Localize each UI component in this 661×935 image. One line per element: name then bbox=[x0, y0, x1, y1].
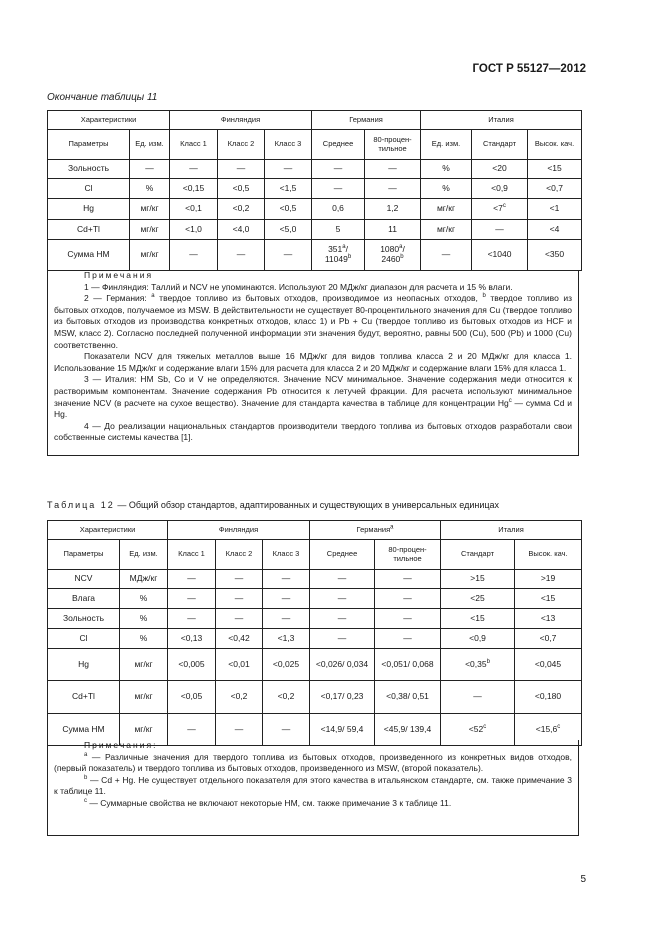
note-text: 3 — Италия: HM Sb, Co и V не определяются. Значение NCV минимальное. Значение содержания меди относится к растворимым компонентам. Значение содержания Pb относится к летучей фракции. Для расчета используют минимальное значение NCV (в расчете на сухое вещество). Значение для стандарта качества в таблице для концентрации Hg bbox=[54, 374, 572, 408]
cell: Сумма НМ bbox=[48, 240, 130, 271]
cell: — bbox=[170, 160, 218, 179]
table11-caption: Окончание таблицы 11 bbox=[47, 92, 158, 103]
cell: <0,17/ 0,23 bbox=[310, 681, 375, 714]
col-header: Стандарт bbox=[441, 540, 515, 570]
cell: — bbox=[265, 240, 312, 271]
table-row bbox=[48, 220, 582, 240]
table12-notes bbox=[47, 740, 579, 836]
cell: — bbox=[472, 220, 528, 240]
cell: <4,0 bbox=[218, 220, 265, 240]
cell: <1040 bbox=[472, 240, 528, 271]
col-header: Ед. изм. bbox=[130, 130, 170, 160]
cell: — bbox=[375, 609, 441, 629]
table-row bbox=[48, 589, 582, 609]
cell: <0,38/ 0,51 bbox=[375, 681, 441, 714]
footnote-mark: c bbox=[84, 798, 87, 805]
col-header: Ед. изм. bbox=[120, 540, 168, 570]
cell: — bbox=[170, 240, 218, 271]
cell: <45,9/ 139,4 bbox=[375, 714, 441, 746]
cell: — bbox=[263, 589, 310, 609]
col-header: Высок. кач. bbox=[528, 130, 582, 160]
table-row bbox=[48, 629, 582, 649]
cell: — bbox=[216, 714, 263, 746]
group-characteristics: Характеристики bbox=[48, 111, 170, 130]
cell: Cl bbox=[48, 629, 120, 649]
cell: NCV bbox=[48, 570, 120, 589]
note-c bbox=[54, 798, 572, 810]
cell: — bbox=[168, 609, 216, 629]
col-header: Параметры bbox=[48, 130, 130, 160]
note-text: — сумма Cd и Hg. bbox=[54, 397, 573, 420]
table-row bbox=[48, 160, 582, 179]
cell: — bbox=[312, 179, 365, 199]
cell: <0,9 bbox=[441, 629, 515, 649]
cell: % bbox=[120, 629, 168, 649]
cell bbox=[312, 240, 365, 271]
table-row bbox=[48, 179, 582, 199]
cell: — bbox=[263, 609, 310, 629]
table-row bbox=[48, 681, 582, 714]
table-row bbox=[48, 649, 582, 681]
page-number: 5 bbox=[580, 874, 586, 885]
cell: — bbox=[310, 609, 375, 629]
table11-notes bbox=[47, 270, 579, 456]
col-header: 80-процен-тильное bbox=[365, 130, 421, 160]
cell-value: <52 bbox=[468, 723, 484, 734]
caption-prefix: Таблица 12 bbox=[47, 500, 115, 510]
notes-title: Примечания bbox=[84, 270, 154, 280]
cell: Влага bbox=[48, 589, 120, 609]
cell-value: <0,35 bbox=[465, 658, 487, 669]
cell: <350 bbox=[528, 240, 582, 271]
cell: — bbox=[263, 714, 310, 746]
cell: <0,051/ 0,068 bbox=[375, 649, 441, 681]
footnote-mark: a bbox=[151, 293, 155, 300]
cell: >15 bbox=[441, 570, 515, 589]
cell: — bbox=[218, 240, 265, 271]
cell: <14,9/ 59,4 bbox=[310, 714, 375, 746]
cell: — bbox=[375, 570, 441, 589]
footnote-mark: a bbox=[342, 244, 346, 251]
cell: мг/кг bbox=[120, 681, 168, 714]
footnote-mark: a bbox=[390, 524, 394, 531]
cell: — bbox=[168, 714, 216, 746]
cell: <0,15 bbox=[170, 179, 218, 199]
col-header: Класс 2 bbox=[218, 130, 265, 160]
cell: <0,42 bbox=[216, 629, 263, 649]
note-text: — Суммарные свойства не включают некоторые НМ, см. также примечание 3 к таблице 11. bbox=[87, 797, 452, 808]
cell: % bbox=[421, 160, 472, 179]
col-header: 80-процен-тильное bbox=[375, 540, 441, 570]
note-text: — Cd + Hg. Не существует отдельного показателя для этого качества в итальянском стандарте, см. также примечание 3 к таблице 11. bbox=[54, 774, 572, 797]
footnote-mark: a bbox=[399, 244, 403, 251]
cell: мг/кг bbox=[130, 240, 170, 271]
cell: <0,2 bbox=[216, 681, 263, 714]
col-header: Ед. изм. bbox=[421, 130, 472, 160]
table-row bbox=[48, 570, 582, 589]
group-germany bbox=[310, 521, 441, 540]
cell bbox=[441, 649, 515, 681]
cell: <0,1 bbox=[170, 199, 218, 220]
table12-caption bbox=[47, 500, 499, 510]
cell: МДж/кг bbox=[120, 570, 168, 589]
cell: — bbox=[310, 629, 375, 649]
cell: 11 bbox=[365, 220, 421, 240]
group-label: Германия bbox=[356, 524, 391, 534]
note-text: твердое топливо из бытовых отходов, получаемое из MSW. В действительности не существует 80-процентильного значения для Cu (твердое топливо из бытовых отходов из производства конкретных отходов, класс 1) и Pb + Cu (твердое топливо из бытовых отходов из HCF и MSW, класс 2). Согласно последней полученной информации эти значения будут, вероятно, равны 500 (Cu), 500 (Pb) и 1000 (Cu) соответственно. bbox=[54, 293, 572, 350]
cell: Cd+Tl bbox=[48, 220, 130, 240]
note-b bbox=[54, 775, 572, 798]
note-4: 4 — До реализации национальных стандартов производители твердого топлива из бытовых отходов разработали свои собственные системы качества [1]. bbox=[54, 420, 572, 443]
cell: Cl bbox=[48, 179, 130, 199]
cell: мг/кг bbox=[130, 199, 170, 220]
note-text: 2 — Германия: bbox=[84, 293, 152, 304]
footnote-mark: c bbox=[508, 397, 512, 404]
cell: % bbox=[421, 179, 472, 199]
cell: <0,180 bbox=[515, 681, 582, 714]
cell-value: 1080 bbox=[380, 244, 400, 255]
note-2b: Показатели NCV для тяжелых металлов выше 16 МДж/кг для видов топлива класса 2 и 20 МДж/кг для класса 1. Использование 15 МДж/кг и содержание влаги 15% для расчета для класса 2 и 20 МДж/кг и содержание влаги 15% для класса 1. bbox=[54, 351, 572, 373]
cell: <0,045 bbox=[515, 649, 582, 681]
cell: Зольность bbox=[48, 160, 130, 179]
cell: — bbox=[218, 160, 265, 179]
cell: мг/кг bbox=[421, 199, 472, 220]
table-12 bbox=[47, 520, 582, 746]
cell: <0,9 bbox=[472, 179, 528, 199]
table-11 bbox=[47, 110, 582, 271]
note-2 bbox=[54, 293, 572, 351]
footnote-mark: b bbox=[400, 254, 404, 261]
cell: — bbox=[130, 160, 170, 179]
cell: <15 bbox=[441, 609, 515, 629]
cell-value: 351 bbox=[328, 244, 343, 255]
cell: — bbox=[375, 589, 441, 609]
cell: Cd+Tl bbox=[48, 681, 120, 714]
cell: мг/кг bbox=[421, 220, 472, 240]
cell: <0,025 bbox=[263, 649, 310, 681]
cell: — bbox=[375, 629, 441, 649]
col-header: Параметры bbox=[48, 540, 120, 570]
cell: 5 bbox=[312, 220, 365, 240]
cell: <20 bbox=[472, 160, 528, 179]
cell: % bbox=[130, 179, 170, 199]
cell: — bbox=[168, 570, 216, 589]
cell: — bbox=[441, 681, 515, 714]
group-italy: Италия bbox=[421, 111, 582, 130]
note-text: твердое топливо из бытовых отходов, производимое из неопасных отходов, bbox=[159, 293, 483, 304]
cell: мг/кг bbox=[130, 220, 170, 240]
cell: Hg bbox=[48, 199, 130, 220]
group-characteristics: Характеристики bbox=[48, 521, 168, 540]
cell: — bbox=[216, 609, 263, 629]
col-header: Класс 1 bbox=[170, 130, 218, 160]
col-header: Класс 3 bbox=[265, 130, 312, 160]
cell-value: <15,6 bbox=[535, 723, 558, 734]
cell: — bbox=[365, 179, 421, 199]
cell: <15 bbox=[528, 160, 582, 179]
col-header: Высок. кач. bbox=[515, 540, 582, 570]
table-row bbox=[48, 240, 582, 271]
table-row bbox=[48, 199, 582, 220]
cell: <1,5 bbox=[265, 179, 312, 199]
cell: 0,6 bbox=[312, 199, 365, 220]
cell: — bbox=[216, 589, 263, 609]
footnote-mark: c bbox=[483, 723, 487, 730]
cell: — bbox=[421, 240, 472, 271]
cell-value: 2460 bbox=[381, 254, 401, 264]
cell: <13 bbox=[515, 609, 582, 629]
group-italy: Италия bbox=[441, 521, 582, 540]
cell bbox=[365, 240, 421, 271]
cell: — bbox=[168, 589, 216, 609]
cell: % bbox=[120, 589, 168, 609]
col-header: Класс 1 bbox=[168, 540, 216, 570]
cell-value: 11049 bbox=[324, 254, 348, 264]
cell: <0,7 bbox=[528, 179, 582, 199]
footnote-mark: b bbox=[482, 293, 486, 300]
separator: / bbox=[345, 244, 348, 255]
caption-text: — Общий обзор стандартов, адаптированных и существующих в универсальных единицах bbox=[114, 500, 500, 510]
cell: <25 bbox=[441, 589, 515, 609]
cell: — bbox=[310, 589, 375, 609]
footnote-mark: b bbox=[486, 658, 490, 665]
col-header: Среднее bbox=[312, 130, 365, 160]
table-row bbox=[48, 609, 582, 629]
cell: >19 bbox=[515, 570, 582, 589]
group-finland: Финляндия bbox=[168, 521, 310, 540]
cell: <1,3 bbox=[263, 629, 310, 649]
cell: — bbox=[263, 570, 310, 589]
cell: мг/кг bbox=[120, 714, 168, 746]
footnote-mark: c bbox=[502, 203, 506, 210]
note-1: 1 — Финляндия: Таллий и NCV не упоминаются. Используют 20 МДж/кг диапазон для расчета и 15 % влаги. bbox=[84, 281, 513, 292]
cell: <1,0 bbox=[170, 220, 218, 240]
footnote-mark: a bbox=[84, 751, 88, 758]
separator: / bbox=[402, 244, 405, 255]
footnote-mark: b bbox=[347, 254, 352, 261]
col-header: Класс 2 bbox=[216, 540, 263, 570]
col-header: Стандарт bbox=[472, 130, 528, 160]
cell: — bbox=[312, 160, 365, 179]
cell: <1 bbox=[528, 199, 582, 220]
note-a bbox=[54, 752, 572, 775]
notes-title: Примечания: bbox=[84, 740, 158, 750]
cell: <0,5 bbox=[218, 179, 265, 199]
cell: Hg bbox=[48, 649, 120, 681]
cell: Сумма НМ bbox=[48, 714, 120, 746]
footnote-mark: b bbox=[84, 774, 88, 781]
footnote-mark: c bbox=[557, 723, 561, 730]
cell: — bbox=[365, 160, 421, 179]
cell: <0,2 bbox=[263, 681, 310, 714]
standard-number: ГОСТ Р 55127—2012 bbox=[472, 63, 586, 75]
cell: <0,005 bbox=[168, 649, 216, 681]
group-germany: Германия bbox=[312, 111, 421, 130]
cell: — bbox=[310, 570, 375, 589]
col-header: Класс 3 bbox=[263, 540, 310, 570]
note-3 bbox=[54, 374, 572, 420]
cell: 1,2 bbox=[365, 199, 421, 220]
cell bbox=[472, 199, 528, 220]
cell: Зольность bbox=[48, 609, 120, 629]
cell: — bbox=[265, 160, 312, 179]
cell: % bbox=[120, 609, 168, 629]
cell: <0,01 bbox=[216, 649, 263, 681]
cell: <0,5 bbox=[265, 199, 312, 220]
cell: <0,026/ 0,034 bbox=[310, 649, 375, 681]
cell: <15 bbox=[515, 589, 582, 609]
group-finland: Финляндия bbox=[170, 111, 312, 130]
cell: мг/кг bbox=[120, 649, 168, 681]
note-text: — Различные значения для твердого топлива из бытовых отходов, произведенного из конкретных видов отходов, (первый показатель) и твердого топлива из бытовых отходов, произведенного из MSW, (второй показатель). bbox=[54, 751, 572, 774]
cell: <0,7 bbox=[515, 629, 582, 649]
cell: <0,05 bbox=[168, 681, 216, 714]
cell-value: <7 bbox=[493, 203, 503, 214]
cell: <4 bbox=[528, 220, 582, 240]
cell: <5,0 bbox=[265, 220, 312, 240]
col-header: Среднее bbox=[310, 540, 375, 570]
cell: <0,13 bbox=[168, 629, 216, 649]
cell: <0,2 bbox=[218, 199, 265, 220]
cell: — bbox=[216, 570, 263, 589]
